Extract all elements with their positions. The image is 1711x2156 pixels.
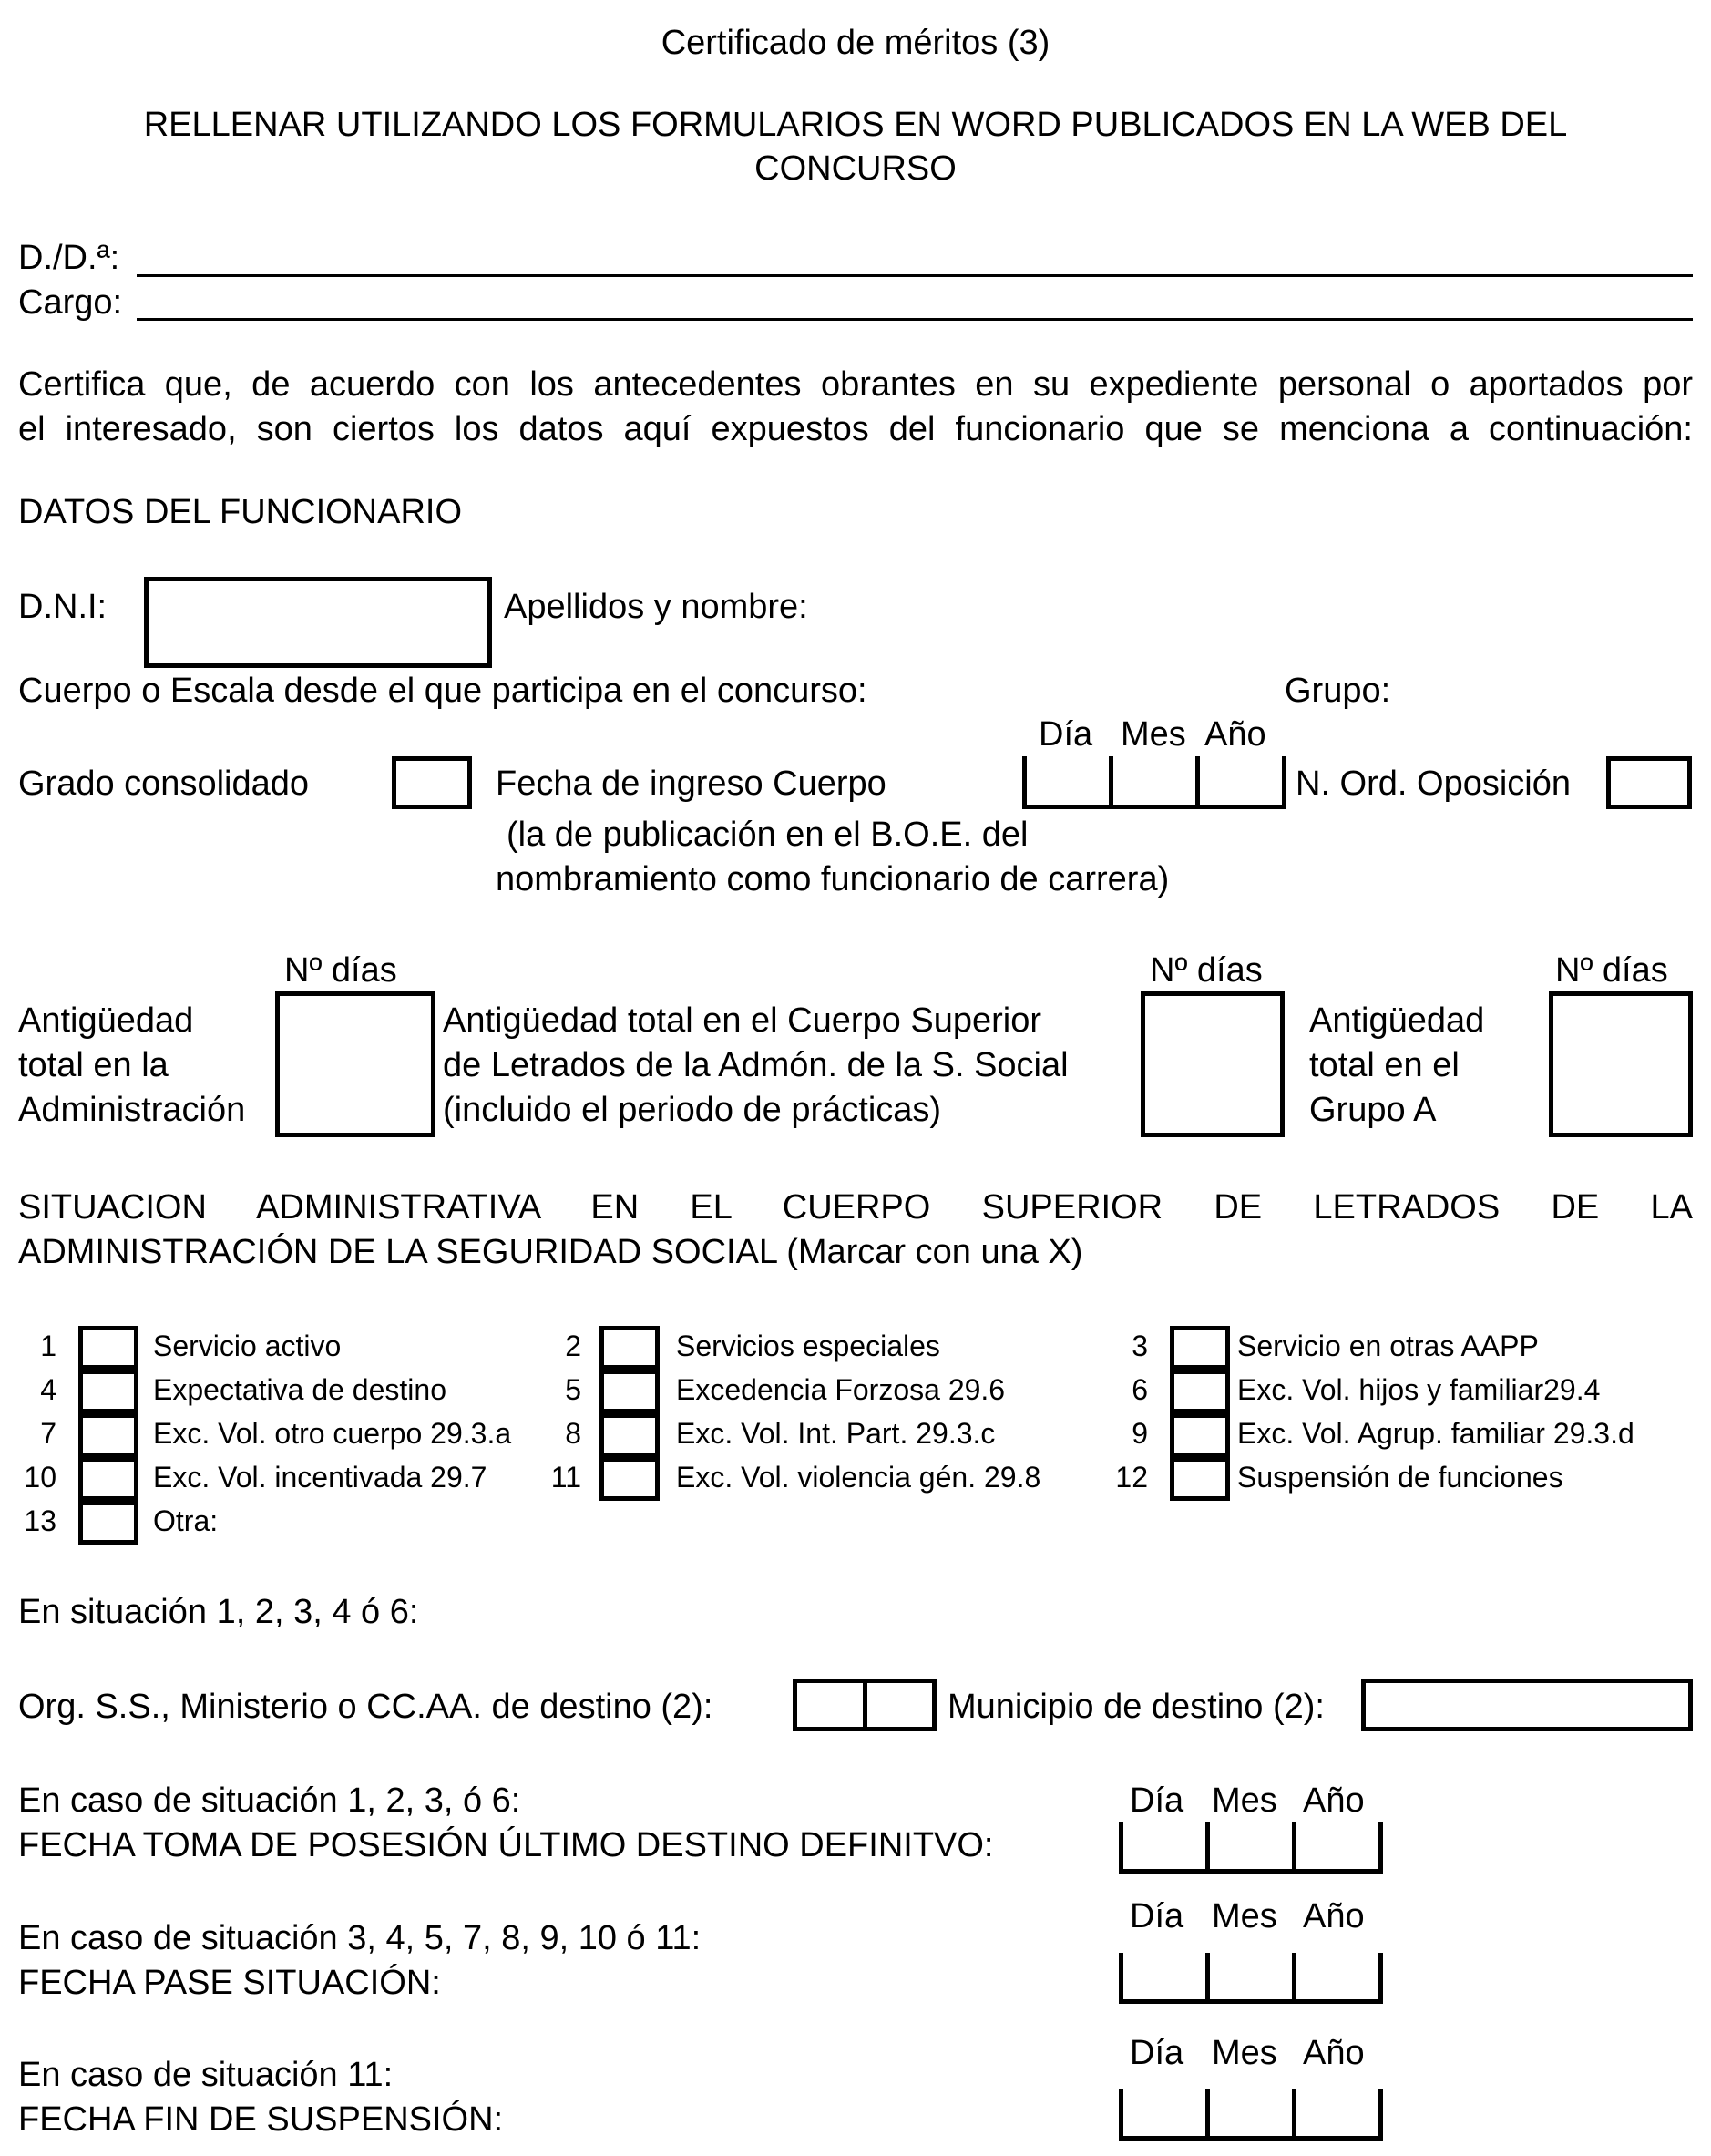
option-checkbox-1[interactable] — [78, 1326, 138, 1370]
antiguedad-cuerpo-input[interactable] — [1141, 991, 1285, 1137]
option-checkbox-3[interactable] — [1170, 1326, 1230, 1370]
option-number: 1 — [40, 1330, 56, 1362]
option-checkbox-6[interactable] — [1170, 1370, 1230, 1413]
option-label: Excedencia Forzosa 29.6 — [676, 1373, 1006, 1406]
option-checkbox-12[interactable] — [1170, 1457, 1230, 1501]
fin-dia-header: Día — [1130, 2034, 1184, 2072]
antiguedad-grupo-input[interactable] — [1549, 991, 1693, 1137]
situacion-title-line-2: ADMINISTRACIÓN DE LA SEGURIDAD SOCIAL (Marcar con una X) — [18, 1233, 1083, 1271]
option-checkbox-11[interactable] — [599, 1457, 660, 1501]
option-number: 5 — [565, 1373, 581, 1406]
option-label: Suspensión de funciones — [1237, 1461, 1563, 1494]
posesion-dia-header: Día — [1130, 1781, 1184, 1820]
option-label: Servicio en otras AAPP — [1237, 1330, 1539, 1362]
antiguedad-admin-line-2: total en la — [18, 1046, 169, 1084]
option-number: 6 — [1132, 1373, 1148, 1406]
cuerpo-label: Cuerpo o Escala desde el que participa en el concurso: — [18, 672, 867, 710]
option-checkbox-9[interactable] — [1170, 1413, 1230, 1457]
option-number: 3 — [1132, 1330, 1148, 1362]
ingreso-dia-header: Día — [1039, 715, 1093, 754]
option-number: 10 — [24, 1461, 56, 1494]
option-number: 11 — [550, 1461, 581, 1494]
fecha-ingreso-dia-cell[interactable] — [1027, 756, 1113, 805]
posesion-mes-cell[interactable] — [1210, 1822, 1296, 1869]
option-label: Servicio activo — [153, 1330, 342, 1362]
fecha-ingreso-label: Fecha de ingreso Cuerpo — [496, 765, 886, 803]
fin-dia-cell[interactable] — [1123, 2089, 1210, 2136]
ndias-label-grupo: Nº días — [1555, 951, 1668, 990]
instruction-line-2: CONCURSO — [754, 149, 957, 188]
org-destino-input[interactable] — [793, 1679, 937, 1731]
fin-label: FECHA FIN DE SUSPENSIÓN: — [18, 2100, 504, 2139]
grado-input[interactable] — [392, 756, 472, 809]
option-label: Exc. Vol. violencia gén. 29.8 — [676, 1461, 1041, 1494]
option-number: 8 — [565, 1417, 581, 1450]
fin-mes-cell[interactable] — [1210, 2089, 1296, 2136]
pase-dia-header: Día — [1130, 1897, 1184, 1935]
document-title: Certificado de méritos (3) — [661, 24, 1050, 62]
option-number: 12 — [1115, 1461, 1148, 1494]
fecha-ingreso-mes-cell[interactable] — [1113, 756, 1200, 805]
option-checkbox-10[interactable] — [78, 1457, 138, 1501]
antiguedad-cuerpo-line-2: de Letrados de la Admón. de la S. Social — [443, 1046, 1069, 1084]
option-label: Exc. Vol. otro cuerpo 29.3.a — [153, 1417, 512, 1450]
dni-input[interactable] — [144, 577, 492, 668]
option-label: Expectativa de destino — [153, 1373, 446, 1406]
fin-date-input[interactable] — [1119, 2089, 1383, 2141]
posesion-dia-cell[interactable] — [1123, 1822, 1210, 1869]
option-checkbox-4[interactable] — [78, 1370, 138, 1413]
fecha-ingreso-anio-cell[interactable] — [1200, 756, 1286, 805]
antiguedad-admin-input[interactable] — [275, 991, 435, 1137]
dni-label: D.N.I: — [18, 588, 108, 626]
antiguedad-cuerpo-line-3: (incluido el periodo de prácticas) — [443, 1091, 942, 1129]
option-checkbox-8[interactable] — [599, 1413, 660, 1457]
situacion-title-line-1: SITUACION ADMINISTRATIVA EN EL CUERPO SUPERIOR DE LETRADOS DE LA — [18, 1188, 1693, 1227]
org-destino-cell-1[interactable] — [797, 1683, 863, 1727]
fin-anio-cell[interactable] — [1296, 2089, 1383, 2136]
option-checkbox-5[interactable] — [599, 1370, 660, 1413]
pase-condition: En caso de situación 3, 4, 5, 7, 8, 9, 10 ó 11: — [18, 1919, 702, 1957]
ndias-label-admin: Nº días — [284, 951, 397, 990]
instruction-line-1: RELLENAR UTILIZANDO LOS FORMULARIOS EN WORD PUBLICADOS EN LA WEB DEL — [143, 106, 1568, 144]
antiguedad-admin-line-1: Antigüedad — [18, 1001, 194, 1040]
posesion-condition: En caso de situación 1, 2, 3, ó 6: — [18, 1781, 521, 1820]
name-label: Apellidos y nombre: — [504, 588, 808, 626]
certifier-name-label: D./D.ª: — [18, 239, 120, 277]
certify-text-line-2: el interesado, son ciertos los datos aquí expuestos del funcionario que se menciona a continuación: — [18, 410, 1693, 448]
fecha-ingreso-note-1: (la de publicación en el B.O.E. del — [507, 816, 1029, 854]
pase-anio-cell[interactable] — [1296, 1953, 1383, 1999]
ndias-label-cuerpo: Nº días — [1150, 951, 1263, 990]
certifier-cargo-field[interactable] — [137, 318, 1693, 321]
posesion-anio-cell[interactable] — [1296, 1822, 1383, 1869]
option-checkbox-2[interactable] — [599, 1326, 660, 1370]
certifier-name-field[interactable] — [137, 274, 1693, 277]
funcionario-section-title: DATOS DEL FUNCIONARIO — [18, 493, 463, 531]
antiguedad-grupo-line-1: Antigüedad — [1309, 1001, 1485, 1040]
certify-text-line-1: Certifica que, de acuerdo con los antecedentes obrantes en su expediente personal o aportados por — [18, 365, 1693, 404]
antiguedad-grupo-line-2: total en el — [1309, 1046, 1460, 1084]
antiguedad-admin-line-3: Administración — [18, 1091, 246, 1129]
pase-date-input[interactable] — [1119, 1953, 1383, 2004]
n-ord-input[interactable] — [1606, 756, 1692, 809]
posesion-mes-header: Mes — [1212, 1781, 1277, 1820]
ingreso-anio-header: Año — [1204, 715, 1266, 754]
option-checkbox-7[interactable] — [78, 1413, 138, 1457]
fin-mes-header: Mes — [1212, 2034, 1277, 2072]
posesion-date-input[interactable] — [1119, 1822, 1383, 1874]
situacion-destino-label: En situación 1, 2, 3, 4 ó 6: — [18, 1593, 419, 1631]
ingreso-mes-header: Mes — [1121, 715, 1186, 754]
municipio-destino-label: Municipio de destino (2): — [948, 1688, 1325, 1726]
option-number: 9 — [1132, 1417, 1148, 1450]
option-number: 2 — [565, 1330, 581, 1362]
org-destino-label: Org. S.S., Ministerio o CC.AA. de destino (2): — [18, 1688, 713, 1726]
option-number: 13 — [24, 1504, 56, 1537]
org-destino-cell-2[interactable] — [863, 1683, 933, 1727]
pase-dia-cell[interactable] — [1123, 1953, 1210, 1999]
pase-mes-header: Mes — [1212, 1897, 1277, 1935]
n-ord-label: N. Ord. Oposición — [1296, 765, 1571, 803]
fecha-ingreso-note-2: nombramiento como funcionario de carrera) — [496, 860, 1170, 898]
municipio-destino-input[interactable] — [1361, 1679, 1693, 1731]
option-label: Otra: — [153, 1504, 219, 1537]
certifier-cargo-label: Cargo: — [18, 283, 123, 322]
option-label: Servicios especiales — [676, 1330, 940, 1362]
pase-label: FECHA PASE SITUACIÓN: — [18, 1964, 441, 2002]
fin-condition: En caso de situación 11: — [18, 2056, 394, 2094]
option-label: Exc. Vol. incentivada 29.7 — [153, 1461, 487, 1494]
antiguedad-cuerpo-line-1: Antigüedad total en el Cuerpo Superior — [443, 1001, 1042, 1040]
fecha-ingreso-date-input[interactable] — [1022, 756, 1286, 809]
posesion-label: FECHA TOMA DE POSESIÓN ÚLTIMO DESTINO DEFINITVO: — [18, 1826, 994, 1864]
fin-anio-header: Año — [1303, 2034, 1365, 2072]
antiguedad-grupo-line-3: Grupo A — [1309, 1091, 1437, 1129]
option-checkbox-13[interactable] — [78, 1501, 138, 1545]
option-number: 7 — [40, 1417, 56, 1450]
posesion-anio-header: Año — [1303, 1781, 1365, 1820]
pase-anio-header: Año — [1303, 1897, 1365, 1935]
pase-mes-cell[interactable] — [1210, 1953, 1296, 1999]
option-label: Exc. Vol. Agrup. familiar 29.3.d — [1237, 1417, 1634, 1450]
grado-label: Grado consolidado — [18, 765, 309, 803]
option-label: Exc. Vol. Int. Part. 29.3.c — [676, 1417, 996, 1450]
grupo-label: Grupo: — [1285, 672, 1391, 710]
option-number: 4 — [40, 1373, 56, 1406]
option-label: Exc. Vol. hijos y familiar29.4 — [1237, 1373, 1601, 1406]
